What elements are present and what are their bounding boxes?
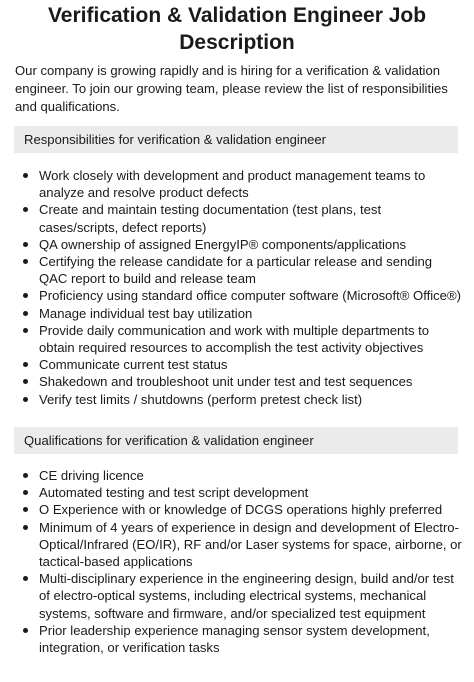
list-item: Verify test limits / shutdowns (perform pretest check list)	[18, 391, 462, 408]
list-item: Automated testing and test script development	[18, 484, 462, 501]
list-item: CE driving licence	[18, 467, 462, 484]
list-item: Create and maintain testing documentation (test plans, test cases/scripts, defect reports)	[18, 201, 462, 235]
list-item: Prior leadership experience managing sensor system development, integration, or verification tasks	[18, 622, 462, 656]
list-item: Work closely with development and product management teams to analyze and resolve product defects	[18, 167, 462, 201]
list-item: O Experience with or knowledge of DCGS operations highly preferred	[18, 501, 462, 518]
list-item: Certifying the release candidate for a particular release and sending QAC report to build and release team	[18, 253, 462, 287]
responsibilities-heading: Responsibilities for verification & validation engineer	[14, 126, 458, 153]
list-item: Minimum of 4 years of experience in design and development of Electro-Optical/Infrared (EO/IR), RF and/or Laser systems for space, airborne, or tactical-based applications	[18, 519, 462, 571]
list-item: Multi-disciplinary experience in the engineering design, build and/or test of electro-optical systems, including electrical systems, mechanical systems, software and firmware, and/or specialized test equipment	[18, 570, 462, 622]
qualifications-list	[18, 467, 462, 656]
list-item: Proficiency using standard office computer software (Microsoft® Office®)	[18, 287, 462, 304]
responsibilities-list	[18, 167, 462, 408]
intro-paragraph: Our company is growing rapidly and is hiring for a verification & validation engineer. To join our growing team, please review the list of responsibilities and qualifications.	[15, 63, 448, 114]
list-item: Manage individual test bay utilization	[18, 305, 462, 322]
page-title: Verification & Validation Engineer Job Description	[47, 4, 427, 54]
qualifications-heading: Qualifications for verification & validation engineer	[14, 427, 458, 454]
list-item: QA ownership of assigned EnergyIP® components/applications	[18, 236, 462, 253]
list-item: Communicate current test status	[18, 356, 462, 373]
list-item: Shakedown and troubleshoot unit under test and test sequences	[18, 373, 462, 390]
list-item: Provide daily communication and work with multiple departments to obtain required resources to accomplish the test activity objectives	[18, 322, 462, 356]
